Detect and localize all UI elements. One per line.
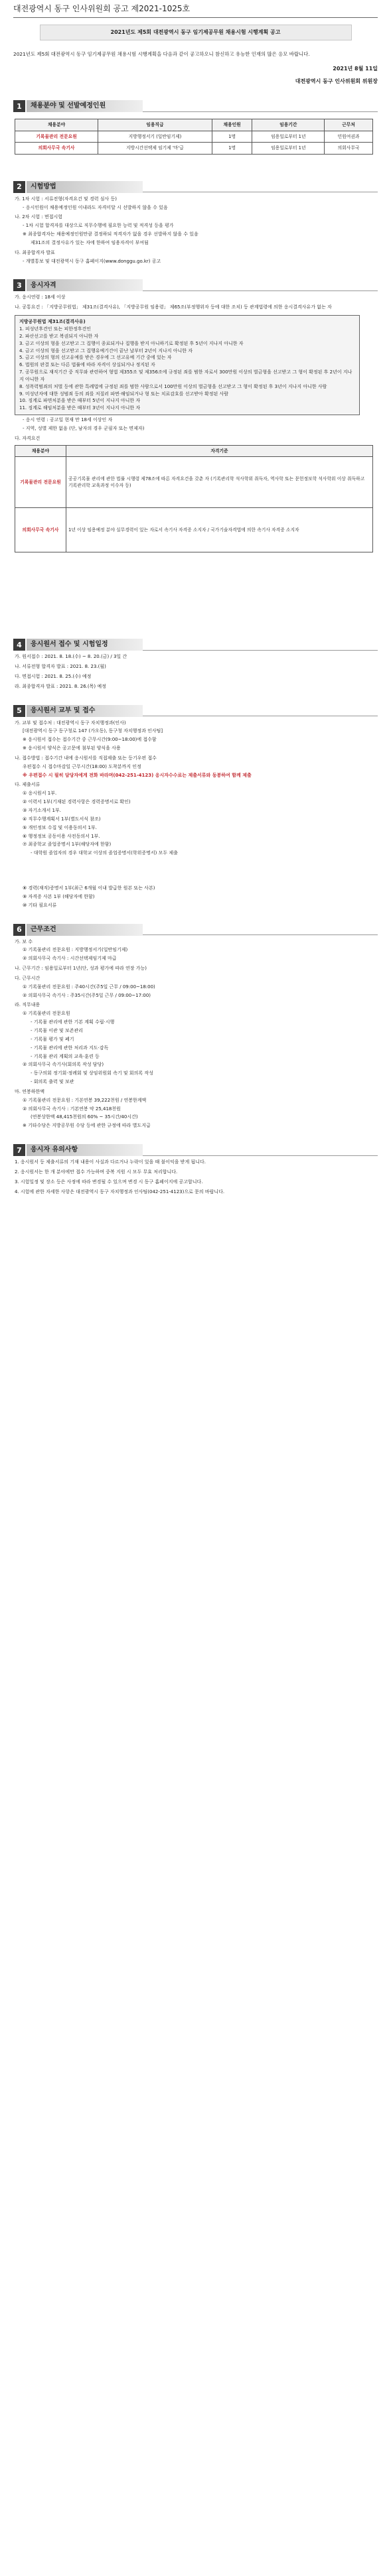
notice-reference: 대전광역시 동구 인사위원회 공고 제2021-1025호 xyxy=(13,4,191,13)
doc-item: ⑤ 개인정보 수집 및 이용동의서 1부. xyxy=(23,824,97,830)
section-title: 근무조건 xyxy=(27,924,143,936)
cell-text: 1년 이상 임용예정 분야 실무경력이 있는 자로서 속기사 자격증 소지자 / 국가기술자격법에 의한 속기사 자격증 소지자 xyxy=(66,508,373,552)
cond-item: ② 의회사무국 속기사 : 시간선택제임기제 마급 xyxy=(23,956,117,962)
section-line xyxy=(143,290,378,291)
disqualification-box xyxy=(15,315,360,415)
section-title: 응시자격 xyxy=(27,279,143,291)
table-row xyxy=(15,508,373,552)
cell-period: 임용일로부터 1년 xyxy=(252,143,325,155)
box-line: 8. 성폭력범죄의 처벌 등에 관한 특례법에 규정된 죄를 범한 사람으로서 100만원 이상의 벌금형을 선고받고 그 형이 확정된 후 3년이 지나지 아니한 사람 xyxy=(19,383,327,389)
doc-item: ③ 자기소개서 1부. xyxy=(23,807,61,813)
section-line xyxy=(143,650,378,651)
notice-org: 대전광역시 동구 인사위원회 위원장 xyxy=(295,78,378,84)
notice-intro: 2021년도 제5회 대전광역시 동구 임기제공무원 채용시험 시행계획을 다음과 같이 공고하오니 참신하고 유능한 인재의 많은 응모 바랍니다. xyxy=(13,50,310,57)
schedule-final: 라. 최종합격자 발표 : 2021. 8. 26.(목) 예정 xyxy=(15,683,106,689)
box-line: 11. 징계로 해임처분을 받은 때부터 3년이 지나지 아니한 자 xyxy=(19,405,141,411)
cond-item: ① 기록물관리 전문요원 : 기본연봉 39,222천원 / 연봉한계액 xyxy=(23,1097,147,1103)
cond-item: - 동구의회 정기회·정례회 및 상임위원회 속기 및 회의록 작성 xyxy=(31,1070,153,1076)
cond-note: ※ 기타수당은 지방공무원 수당 등에 관한 규정에 따라 별도지급 xyxy=(23,1123,151,1129)
doc-item: ④ 직무수행계획서 1부(별도서식 참조) xyxy=(23,816,101,822)
cell-count: 1명 xyxy=(212,131,252,143)
section-header-schedule xyxy=(13,639,378,651)
section-header-conditions xyxy=(13,924,378,936)
box-line: 10. 징계로 파면처분을 받은 때부터 5년이 지나지 아니한 자 xyxy=(19,398,141,404)
box-line: 지방공무원법 제31조(결격사유) xyxy=(19,319,86,325)
section-title: 응시원서 교부 및 접수 xyxy=(27,705,143,717)
section-line xyxy=(143,111,378,112)
doc-item-note: - 대학원 졸업자의 경우 대학교 이상의 졸업증명서(학위증명서) 모두 제출 xyxy=(31,850,178,856)
submit-note: ※ 응시원서 접수는 접수기간 중 근무시간(9:00~18:00)에 접수함 xyxy=(23,737,157,743)
cell-field: 기록물관리 전문요원 xyxy=(15,457,66,508)
submit-docs-title: 다. 제출서류 xyxy=(15,782,40,788)
cond-item: ② 의회사무국 속기사 : 기본연봉 약 25,418천원 xyxy=(23,1106,121,1112)
cond-item: (연봉상한액 48,415천원의 60% ~ 35시간/40시간) xyxy=(31,1114,138,1120)
cond-item: - 기록물 관리 계획의 교육·훈련 등 xyxy=(31,1053,100,1059)
cond-salary: 마. 연봉하한액 xyxy=(15,1088,45,1094)
cond-hours: 다. 근무시간 xyxy=(15,975,40,981)
section-header-notes xyxy=(13,1144,378,1156)
submit-phone-note: ※ 우편접수 시 필히 담당자에게 전화 바라며(042-251-4123) 응시자수수료는 제출서류와 동봉하여 함께 제출 xyxy=(23,772,252,778)
qual-region-note: - 지역, 성별 제한 없음 (단, 남자의 경우 군필자 또는 면제자) xyxy=(23,425,145,431)
qual-req-title: 다. 자격요건 xyxy=(15,435,40,441)
schedule-interview: 다. 면접시험 : 2021. 8. 25.(수) 예정 xyxy=(15,673,92,679)
section-header-recruit xyxy=(13,100,378,112)
section-header-qualification xyxy=(13,279,378,291)
notice-page xyxy=(0,3,391,2576)
section-title: 응시원서 접수 및 시험일정 xyxy=(27,639,143,651)
submit-place: 가. 교부 및 접수처 : 대전광역시 동구 자치행정과(인사) xyxy=(15,720,126,726)
submit-address: [대전광역시 동구 동구청로 147 (가오동), 동구청 자치행정과 인사팀] xyxy=(23,728,163,734)
box-line: 4. 금고 이상의 형을 선고받고 그 집행유예기간이 끝난 날부터 2년이 지나지 아니한 자 xyxy=(19,348,193,354)
spacer xyxy=(13,857,378,883)
cell-field: 기록물관리 전문요원 xyxy=(15,131,98,143)
note-item: 1. 응시원서 등 제출서류의 기재 내용이 사실과 다르거나 누락이 있을 때 불이익을 받게 됩니다. xyxy=(15,1159,206,1165)
box-line: 2. 파산선고를 받고 복권되지 아니한 자 xyxy=(19,333,99,339)
section-line xyxy=(143,934,378,935)
section-title: 채용분야 및 선발예정인원 xyxy=(27,100,143,112)
qual-common: 나. 공통요건 : 「지방공무원법」 제31조(결격사유), 「지방공무원 임용령」 제65조(부정행위자 등에 대한 조치) 등 관계법령에 의한 응시결격사유가 없는 자 xyxy=(15,304,332,310)
cell-text: 공공기록물 관리에 관한 법률 시행령 제78조에 따른 자격요건을 갖춘 자 (기록관리학 석사학위 취득자, 역사학 또는 문헌정보학 석사학위 이상 취득하고 기록관리학 교육과정 이수자 등) xyxy=(66,457,373,508)
section-number: 7 xyxy=(13,1144,25,1156)
table-header: 채용분야 xyxy=(15,445,66,457)
section-number: 5 xyxy=(13,705,25,717)
box-line: 9. 미성년자에 대한 성범죄 등의 죄를 저질러 파면·해임되거나 형 또는 치료감호를 선고받아 확정된 사람 xyxy=(19,391,229,397)
doc-item: ⑧ 경력(재직)증명서 1부(최근 6개월 이내 발급한 원본 또는 사본) xyxy=(23,885,155,891)
cell-period: 임용일로부터 1년 xyxy=(252,131,325,143)
cond-item: ① 기록물관리 전문요원 xyxy=(23,1011,70,1017)
table-header: 근무처 xyxy=(325,119,373,131)
section-number: 6 xyxy=(13,924,25,936)
box-line: 5. 금고 이상의 형의 선고유예를 받은 경우에 그 선고유예 기간 중에 있는 자 xyxy=(19,355,172,361)
cell-count: 1명 xyxy=(212,143,252,155)
table-row xyxy=(15,143,373,155)
box-line: 7. 공무원으로 재직기간 중 직무와 관련하여 형법 제355조 및 제356조에 규정된 죄를 범한 자로서 300만원 이상의 벌금형을 선고받고 그 형이 확정된 후 2년이 지나지 아니한 자 xyxy=(19,369,352,382)
table-header: 채용인원 xyxy=(212,119,252,131)
submit-note: ※ 응시원서 양식은 공고문에 첨부된 양식을 사용 xyxy=(23,745,121,751)
cond-duties: 라. 직무내용 xyxy=(15,1002,40,1008)
note-item: 4. 시험에 관한 자세한 사항은 대전광역시 동구 자치행정과 인사팀(042-251-4123)으로 문의 바랍니다. xyxy=(15,1189,225,1194)
cell-grade: 지방시간선택제 임기제 '마'급 xyxy=(98,143,212,155)
section-line xyxy=(143,1155,378,1156)
exam-second-note: ※ 최종합격자는 채용예정인원만큼 결정하되 적격자가 없을 경우 선발하지 않을 수 있음 xyxy=(23,231,198,237)
doc-item: ⑩ 기타 필요서류 xyxy=(23,902,57,908)
section-header-exam xyxy=(13,181,378,193)
cond-item: - 기록물 이관 및 보존관리 xyxy=(31,1028,84,1033)
box-line: 1. 피성년후견인 또는 피한정후견인 xyxy=(19,326,92,332)
divider xyxy=(13,17,378,18)
section-number: 3 xyxy=(13,279,25,291)
cond-pay: 가. 보 수 xyxy=(15,938,33,944)
table-row xyxy=(15,131,373,143)
cell-field: 의회사무국 속기사 xyxy=(15,143,98,155)
notice-title: 2021년도 제5회 대전광역시 동구 임기제공무원 채용시험 시행계획 공고 xyxy=(40,25,352,40)
requirements-table xyxy=(15,445,373,553)
cond-item: ① 기록물관리 전문요원 : 지방행정서기(일반임기제) xyxy=(23,947,128,953)
section-number: 4 xyxy=(13,639,25,651)
note-item: 2. 응시원서는 한 개 분야에만 접수 가능하며 중복 지원 시 모두 무효 처리합니다. xyxy=(15,1169,178,1175)
section-title: 응시자 유의사항 xyxy=(27,1144,143,1156)
exam-result-note: - 개별통보 및 대전광역시 동구 홈페이지(www.donggu.go.kr) 공고 xyxy=(23,258,161,264)
submit-method-note: 우편접수 시 접수마감일 근무시간(18:00) 도착분까지 인정 xyxy=(23,763,141,769)
doc-item: ① 응시원서 1부. xyxy=(23,791,57,797)
section-number: 1 xyxy=(13,100,25,112)
exam-second-note: - 1차 시험 합격자를 대상으로 직무수행에 필요한 능력 및 적격성 등을 평가 xyxy=(23,223,174,229)
table-header: 임용기간 xyxy=(252,119,325,131)
cond-item: - 회의록 출력 및 보관 xyxy=(31,1079,74,1085)
recruit-table xyxy=(15,119,373,155)
section-number: 2 xyxy=(13,181,25,193)
schedule-doc-result: 나. 서류전형 합격자 발표 : 2021. 8. 23.(월) xyxy=(15,664,106,669)
cond-item: ② 의회사무국 속기사(회의록 작성 담당) xyxy=(23,1062,104,1068)
table-header: 채용분야 xyxy=(15,119,98,131)
exam-result: 다. 최종합격자 발표 xyxy=(15,249,55,255)
exam-first: 가. 1차 시험 : 서류전형(자격요건 및 경력 심사 등) xyxy=(15,196,117,202)
cond-item: - 기록물 관리에 관한 처리과 지도·감독 xyxy=(31,1045,109,1051)
cell-place: 민원여권과 xyxy=(325,131,373,143)
exam-second: 나. 2차 시험 : 면접시험 xyxy=(15,214,63,220)
cond-item: - 기록물 평가 및 폐기 xyxy=(31,1036,74,1042)
doc-item: ⑨ 자격증 사본 1부 (해당자에 한함) xyxy=(23,893,95,899)
doc-item: ② 이력서 1부(기재된 경력사항은 경력증명서로 확인) xyxy=(23,799,131,805)
table-header: 자격기준 xyxy=(66,445,373,457)
box-line: 3. 금고 이상의 형을 선고받고 그 집행이 종료되거나 집행을 받지 아니하기로 확정된 후 5년이 지나지 아니한 자 xyxy=(19,340,244,346)
table-header: 임용직급 xyxy=(98,119,212,131)
cell-place: 의회사무국 xyxy=(325,143,373,155)
submit-method: 나. 접수방법 : 접수기간 내에 응시원서를 직접제출 또는 등기우편 접수 xyxy=(15,755,157,761)
doc-item: ⑥ 행정정보 공동이용 사전동의서 1부. xyxy=(23,833,100,839)
notice-date: 2021년 8월 11일 xyxy=(333,66,378,72)
section-title: 시험방법 xyxy=(27,181,143,193)
cond-period: 나. 근무기간 : 임용일로부터 1년(단, 성과 평가에 따라 연장 가능) xyxy=(15,966,147,972)
section-header-submit xyxy=(13,705,378,717)
exam-first-note: - 응시인원이 채용예정인원 이내라도 자격미달 시 선발하지 않을 수 있음 xyxy=(23,204,168,210)
cond-item: - 기록물 관리에 관한 기본 계획 수립·시행 xyxy=(31,1019,115,1025)
cond-item: ② 의회사무국 속기사 : 주35시간(주5일 근무 / 09:00~17:00) xyxy=(23,992,151,998)
cond-item: ① 기록물관리 전문요원 : 주40시간(주5일 근무 / 09:00~18:00) xyxy=(23,984,155,990)
box-line: 6. 법원의 판결 또는 다른 법률에 따라 자격이 상실되거나 정지된 자 xyxy=(19,362,155,368)
schedule-apply: 가. 원서접수 : 2021. 8. 18.(수) ~ 8. 20.(금) / 3일 간 xyxy=(15,654,127,660)
cell-field: 의회사무국 속기사 xyxy=(15,508,66,552)
qual-age: 가. 응시연령 : 18세 이상 xyxy=(15,294,66,300)
cell-grade: 지방행정서기 (일반임기제) xyxy=(98,131,212,143)
note-item: 3. 시험일정 및 장소 등은 사정에 따라 변경될 수 있으며 변경 시 동구 홈페이지에 공고합니다. xyxy=(15,1179,203,1185)
table-row xyxy=(15,457,373,508)
qual-age-note: - 응시 연령 : 공고일 현재 만 18세 이상인 자 xyxy=(23,417,113,423)
exam-second-note: 제31조의 결정사유가 있는 자에 한하여 임용자격이 부여됨 xyxy=(31,239,149,245)
doc-item: ⑦ 최종학교 졸업증명서 1부(해당자에 한함) xyxy=(23,842,112,848)
